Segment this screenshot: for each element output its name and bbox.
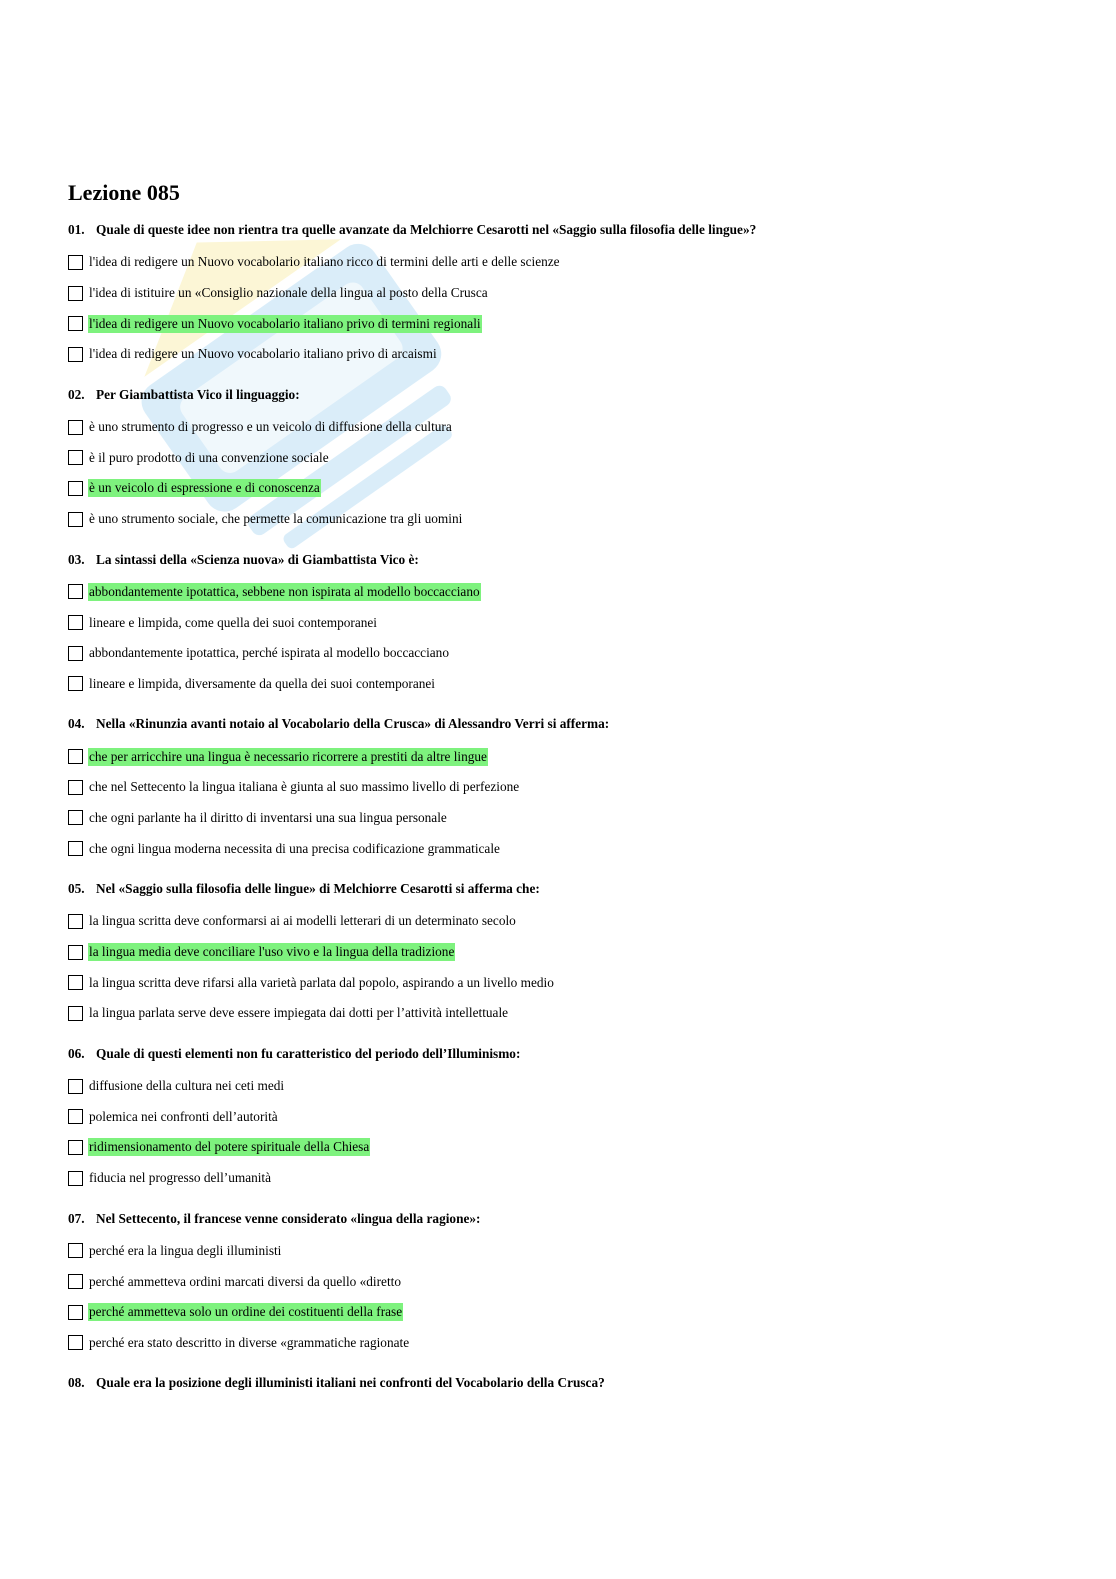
answer-checkbox[interactable] (68, 347, 83, 362)
answer-option[interactable] (68, 906, 1048, 937)
answer-option[interactable] (68, 741, 1048, 772)
question-block (68, 1374, 1048, 1392)
question-text (68, 1045, 1048, 1063)
answer-checkbox[interactable] (68, 1305, 83, 1320)
answer-label: è il puro prodotto di una convenzione sociale (89, 449, 329, 465)
answer-label: diffusione della cultura nei ceti medi (89, 1078, 285, 1094)
answer-checkbox[interactable] (68, 749, 83, 764)
correct-answer-label: la lingua media deve conciliare l'uso vivo e la lingua della tradizione (89, 944, 455, 960)
answer-checkbox[interactable] (68, 481, 83, 496)
answer-option[interactable] (68, 473, 1048, 504)
question-number: 05. (68, 881, 85, 896)
question-label: Nel «Saggio sulla filosofia delle lingue» di Melchiorre Cesarotti si afferma che: (96, 881, 540, 896)
answer-label: la lingua scritta deve rifarsi alla varietà parlata dal popolo, aspirando a un livello medio (89, 974, 554, 990)
answer-option[interactable] (68, 1163, 1048, 1194)
answer-option[interactable] (68, 442, 1048, 473)
answer-checkbox[interactable] (68, 1171, 83, 1186)
answer-label: fiducia nel progresso dell’umanità (89, 1170, 272, 1186)
question-label: Quale di queste idee non rientra tra quelle avanzate da Melchiorre Cesarotti nel «Saggio sulla filosofia delle lingue»? (96, 222, 757, 237)
answer-checkbox[interactable] (68, 420, 83, 435)
answer-checkbox[interactable] (68, 780, 83, 795)
answer-option[interactable] (68, 937, 1048, 968)
question-label: Per Giambattista Vico il linguaggio: (96, 386, 300, 402)
answer-checkbox[interactable] (68, 450, 83, 465)
answer-checkbox[interactable] (68, 646, 83, 661)
document-page (68, 178, 1048, 1408)
answer-option[interactable] (68, 1071, 1048, 1102)
answer-option[interactable] (68, 412, 1048, 443)
answer-option[interactable] (68, 998, 1048, 1029)
answer-checkbox[interactable] (68, 512, 83, 527)
answer-option[interactable] (68, 772, 1048, 803)
question-label: La sintassi della «Scienza nuova» di Giambattista Vico è: (96, 551, 419, 567)
answer-checkbox[interactable] (68, 1079, 83, 1094)
answer-checkbox[interactable] (68, 615, 83, 630)
answer-label: è uno strumento di progresso e un veicolo di diffusione della cultura (89, 419, 452, 435)
question-number: 06. (68, 1045, 85, 1061)
question-label: Quale di questi elementi non fu caratteristico del periodo dell’Illuminismo: (96, 1045, 521, 1061)
answer-checkbox[interactable] (68, 255, 83, 270)
answer-label: polemica nei confronti dell’autorità (89, 1108, 278, 1124)
question-number: 08. (68, 1375, 85, 1391)
question-list (68, 221, 1048, 1392)
question-text (68, 1374, 1048, 1392)
question-label: Quale era la posizione degli illuministi italiani nei confronti del Vocabolario della Crusca? (96, 1375, 605, 1391)
answer-option[interactable] (68, 1101, 1048, 1132)
question-block (68, 221, 1048, 370)
correct-answer-label: perché ammetteva solo un ordine dei costituenti della frase (89, 1304, 403, 1320)
answer-option[interactable] (68, 607, 1048, 638)
answer-option[interactable] (68, 577, 1048, 608)
correct-answer-label: che per arricchire una lingua è necessario ricorrere a prestiti da altre lingue (89, 748, 487, 764)
question-number: 01. (68, 222, 85, 237)
question-text (68, 221, 1048, 239)
answer-label: perché ammetteva ordini marcati diversi da quello «diretto (89, 1273, 401, 1289)
answer-option[interactable] (68, 339, 1048, 370)
question-block (68, 1045, 1048, 1194)
correct-answer-label: è un veicolo di espressione e di conoscenza (89, 480, 320, 496)
answer-label: che ogni lingua moderna necessita di una precisa codificazione grammaticale (89, 840, 500, 856)
answer-option[interactable] (68, 967, 1048, 998)
answer-label: è uno strumento sociale, che permette la comunicazione tra gli uomini (89, 511, 463, 527)
correct-answer-label: l'idea di redigere un Nuovo vocabolario italiano privo di termini regionali (89, 315, 481, 331)
question-text (68, 386, 1048, 404)
answer-checkbox[interactable] (68, 584, 83, 599)
question-text (68, 715, 1048, 733)
answer-checkbox[interactable] (68, 1274, 83, 1289)
question-number: 03. (68, 551, 85, 567)
answer-label: che nel Settecento la lingua italiana è giunta al suo massimo livello di perfezione (89, 779, 520, 795)
answer-checkbox[interactable] (68, 676, 83, 691)
question-number: 07. (68, 1210, 85, 1226)
question-block (68, 880, 1048, 1029)
correct-answer-label: ridimensionamento del potere spirituale della Chiesa (89, 1139, 370, 1155)
answer-option[interactable] (68, 1266, 1048, 1297)
question-text (68, 880, 1048, 898)
answer-checkbox[interactable] (68, 1243, 83, 1258)
answer-checkbox[interactable] (68, 975, 83, 990)
answer-label: perché era stato descritto in diverse «grammatiche ragionate (89, 1334, 410, 1350)
correct-answer-label: abbondantemente ipotattica, sebbene non ispirata al modello boccacciano (89, 583, 480, 599)
answer-option[interactable] (68, 833, 1048, 864)
answer-label: l'idea di istituire un «Consiglio nazionale della lingua al posto della Crusca (89, 285, 488, 301)
answer-label: che ogni parlante ha il diritto di inventarsi una sua lingua personale (89, 809, 447, 825)
answer-checkbox[interactable] (68, 316, 83, 331)
answer-checkbox[interactable] (68, 841, 83, 856)
answer-checkbox[interactable] (68, 914, 83, 929)
answer-checkbox[interactable] (68, 1006, 83, 1021)
answer-option[interactable] (68, 1297, 1048, 1328)
answer-checkbox[interactable] (68, 1140, 83, 1155)
answer-label: lineare e limpida, diversamente da quella dei suoi contemporanei (89, 675, 435, 691)
answer-option[interactable] (68, 504, 1048, 535)
answer-label: la lingua parlata serve deve essere impiegata dai dotti per l’attività intellettuale (89, 1005, 509, 1021)
question-block (68, 551, 1048, 700)
answer-label: l'idea di redigere un Nuovo vocabolario italiano privo di arcaismi (89, 346, 437, 362)
question-text (68, 1210, 1048, 1228)
question-block (68, 386, 1048, 535)
answer-option[interactable] (68, 308, 1048, 339)
question-block (68, 1210, 1048, 1359)
answer-checkbox[interactable] (68, 945, 83, 960)
answer-option[interactable] (68, 247, 1048, 278)
page-title: Lezione 085 (68, 180, 180, 205)
question-label: Nel Settecento, il francese venne considerato «lingua della ragione»: (96, 1210, 481, 1226)
answer-label: l'idea di redigere un Nuovo vocabolario italiano ricco di termini delle arti e delle scienze (89, 254, 560, 270)
question-number: 02. (68, 386, 85, 402)
answer-checkbox[interactable] (68, 1109, 83, 1124)
answer-label: abbondantemente ipotattica, perché ispirata al modello boccacciano (89, 645, 449, 661)
answer-label: perché era la lingua degli illuministi (89, 1242, 282, 1258)
answer-label: la lingua scritta deve conformarsi ai ai modelli letterari di un determinato secolo (89, 913, 516, 929)
question-text (68, 551, 1048, 569)
question-block (68, 715, 1048, 864)
answer-option[interactable] (68, 278, 1048, 309)
answer-option[interactable] (68, 638, 1048, 669)
answer-option[interactable] (68, 1236, 1048, 1267)
answer-option[interactable] (68, 1132, 1048, 1163)
answer-option[interactable] (68, 669, 1048, 700)
question-label: Nella «Rinunzia avanti notaio al Vocabolario della Crusca» di Alessandro Verri si afferma: (96, 716, 610, 732)
answer-checkbox[interactable] (68, 286, 83, 301)
answer-label: lineare e limpida, come quella dei suoi contemporanei (89, 614, 377, 630)
answer-checkbox[interactable] (68, 1335, 83, 1350)
answer-option[interactable] (68, 803, 1048, 834)
question-number: 04. (68, 716, 85, 732)
answer-checkbox[interactable] (68, 810, 83, 825)
answer-option[interactable] (68, 1328, 1048, 1359)
